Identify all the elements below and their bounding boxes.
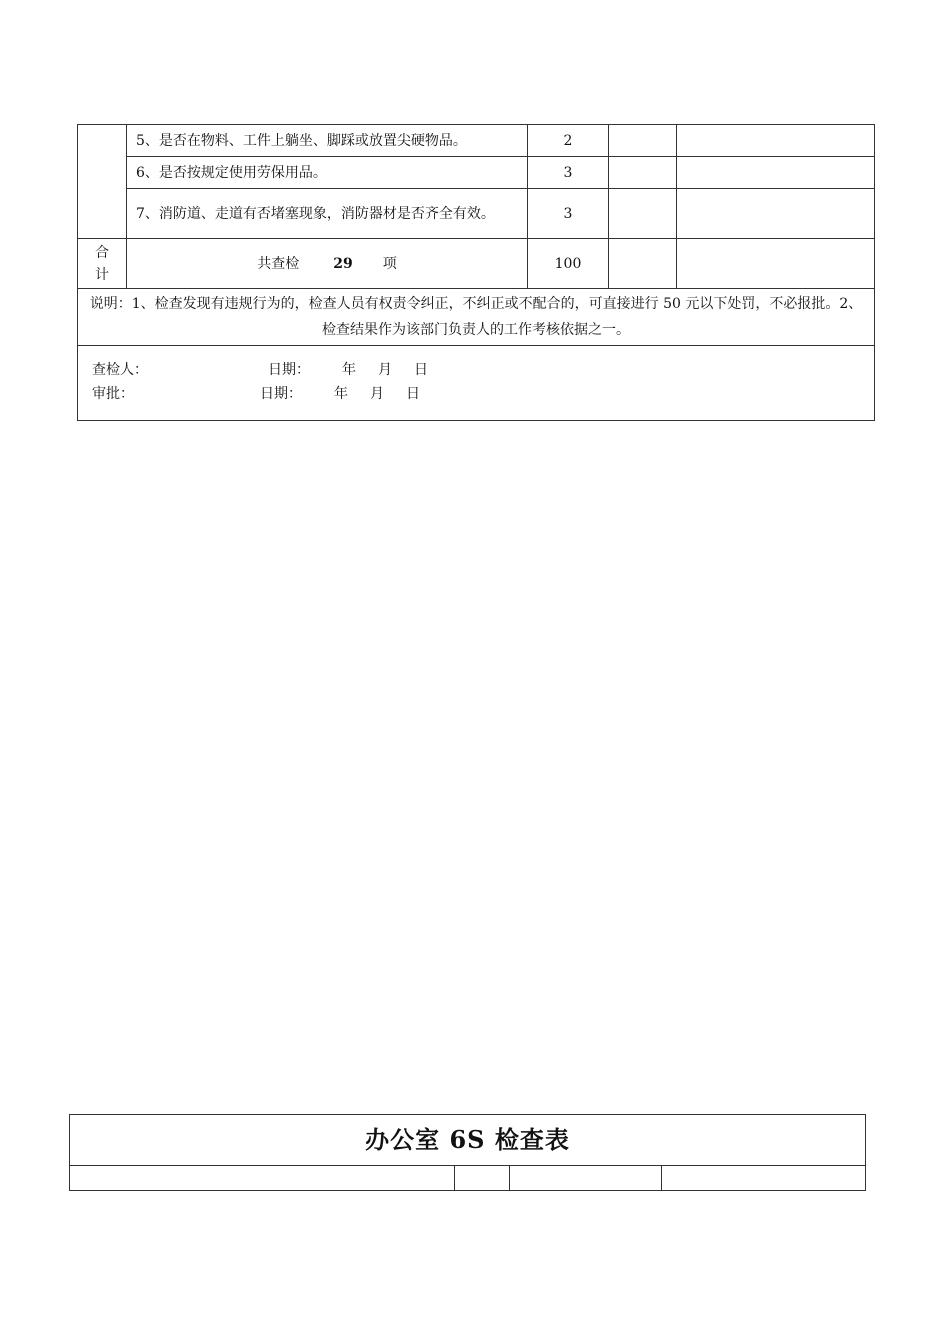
- month-label: 月: [378, 362, 392, 378]
- inspector-line: [92, 358, 860, 382]
- item-text: 6、是否按规定使用劳保用品。: [127, 157, 528, 189]
- office-header-cell: [510, 1166, 662, 1191]
- total-label-text: 合计: [95, 244, 109, 283]
- office-header-cell: [662, 1166, 866, 1191]
- total-count-suffix: 项: [382, 255, 397, 272]
- total-deduction-cell[interactable]: [609, 239, 677, 289]
- office-header-row: [70, 1166, 866, 1191]
- total-label: [78, 239, 127, 289]
- total-remark-cell[interactable]: [677, 239, 875, 289]
- signature-block: [78, 346, 875, 421]
- note-text: 说明：1、检查发现有违规行为的，检查人员有权责令纠正，不纠正或不配合的，可直接进行 50 元以下处罚，不必报批。2、检查结果作为该部门负责人的工作考核依据之一。: [78, 289, 875, 346]
- item-score: 3: [528, 157, 609, 189]
- approver-date[interactable]: [334, 382, 442, 406]
- day-label: 日: [414, 362, 428, 378]
- item-deduction-cell[interactable]: [609, 125, 677, 157]
- note-row: [78, 289, 875, 346]
- item-remark-cell[interactable]: [677, 189, 875, 239]
- total-row: [78, 239, 875, 289]
- item-score: 3: [528, 189, 609, 239]
- item-text: 7、消防道、走道有否堵塞现象，消防器材是否齐全有效。: [127, 189, 528, 239]
- office-table-title: 办公室 6S 检查表: [70, 1115, 866, 1166]
- office-inspection-table: [69, 1114, 866, 1191]
- office-header-cell: [70, 1166, 455, 1191]
- item-remark-cell[interactable]: [677, 125, 875, 157]
- approver-label: 审批：: [92, 386, 134, 402]
- inspector-date[interactable]: [342, 358, 450, 382]
- item-score: 2: [528, 125, 609, 157]
- item-deduction-cell[interactable]: [609, 189, 677, 239]
- approver-line: [92, 382, 860, 406]
- office-title-row: [70, 1115, 866, 1166]
- item-remark-cell[interactable]: [677, 157, 875, 189]
- office-header-cell: [455, 1166, 510, 1191]
- approver-date-label: 日期：: [260, 386, 302, 402]
- year-label: 年: [334, 386, 348, 402]
- category-cell: [78, 125, 127, 239]
- day-label: 日: [406, 386, 420, 402]
- inspection-table: [77, 124, 875, 421]
- total-count-prefix: 共查检: [257, 255, 300, 272]
- table-row: [78, 157, 875, 189]
- signature-row: [78, 346, 875, 421]
- table-row: [78, 189, 875, 239]
- table-row: [78, 125, 875, 157]
- total-score: 100: [528, 239, 609, 289]
- total-count-number: 29: [333, 255, 353, 272]
- inspector-label: 查检人：: [92, 362, 148, 378]
- year-label: 年: [342, 362, 356, 378]
- inspector-date-label: 日期：: [268, 362, 310, 378]
- item-text: 5、是否在物料、工件上躺坐、脚踩或放置尖硬物品。: [127, 125, 528, 157]
- month-label: 月: [370, 386, 384, 402]
- total-count: [127, 239, 528, 289]
- item-deduction-cell[interactable]: [609, 157, 677, 189]
